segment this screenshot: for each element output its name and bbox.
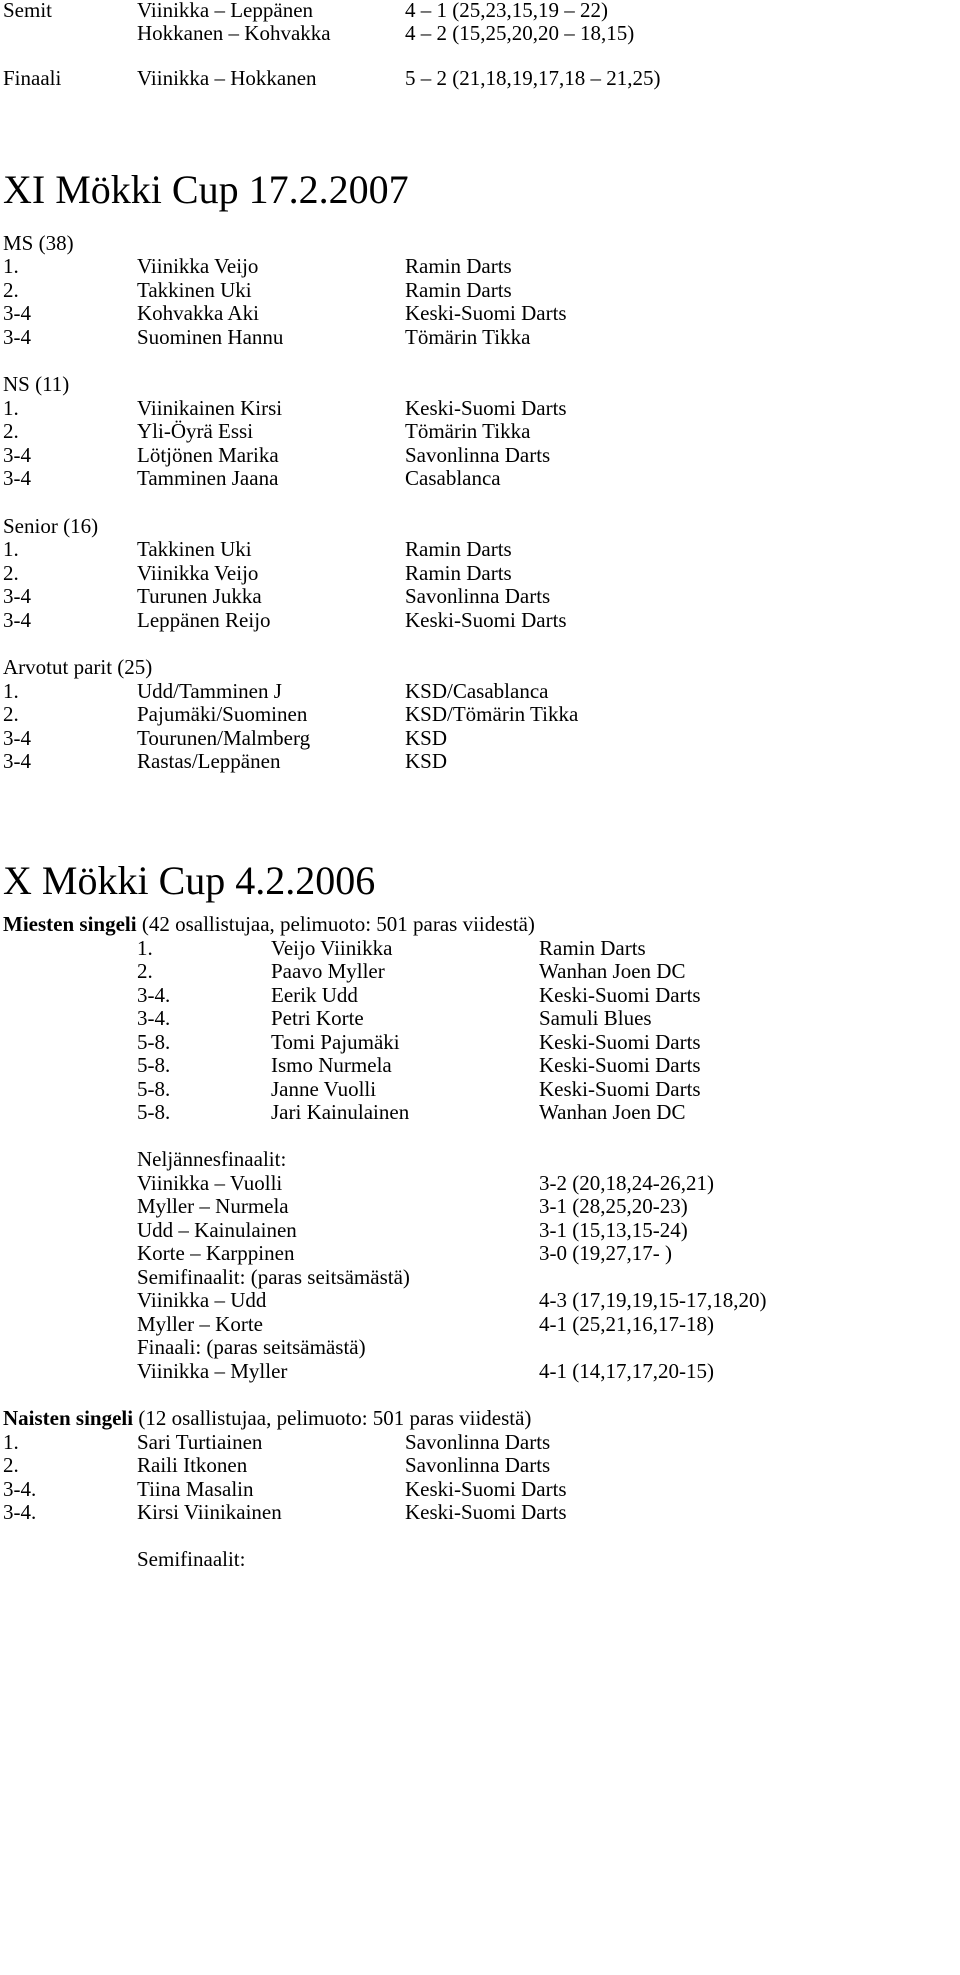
rank: 3-4 (3, 466, 31, 490)
rank: 3-4 (3, 584, 31, 608)
club-name: Wanhan Joen DC (539, 959, 686, 983)
rank: 3-4 (3, 443, 31, 467)
club-name: Samuli Blues (539, 1006, 652, 1030)
club-name: Casablanca (405, 466, 501, 490)
player-name: Paavo Myller (271, 959, 385, 983)
player-name: Turunen Jukka (137, 584, 262, 608)
stage-label: Semit (3, 0, 53, 22)
match-score: 3-0 (19,27,17- ) (539, 1241, 672, 1265)
player-name: Kohvakka Aki (137, 301, 259, 325)
match-score: 4-3 (17,19,19,15-17,18,20) (539, 1288, 767, 1312)
stage-label: Finaali (3, 66, 62, 90)
club-name: Wanhan Joen DC (539, 1100, 686, 1124)
player-name: Suominen Hannu (137, 325, 284, 349)
club-name: KSD (405, 726, 448, 750)
cup-title: X Mökki Cup 4.2.2006 (3, 858, 376, 903)
rank: 5-8. (137, 1100, 171, 1124)
player-name: Viinikka Veijo (137, 254, 259, 278)
player-name: Janne Vuolli (271, 1077, 377, 1101)
rank: 3-4 (3, 608, 31, 632)
rank: 2. (3, 419, 19, 443)
rank: 2. (3, 278, 19, 302)
match-score: 3-1 (15,13,15-24) (539, 1218, 688, 1242)
player-name: Viinikka Veijo (137, 561, 259, 585)
player-name: Takkinen Uki (137, 278, 252, 302)
club-name: Savonlinna Darts (405, 1430, 551, 1454)
club-name: Savonlinna Darts (405, 443, 551, 467)
club-name: Tömärin Tikka (405, 419, 531, 443)
match-score: 3-1 (28,25,20-23) (539, 1194, 688, 1218)
match-score: 4-1 (14,17,17,20-15) (539, 1359, 714, 1383)
match-pair: Myller – Nurmela (137, 1194, 289, 1218)
rank: 2. (137, 959, 153, 983)
club-name: Keski-Suomi Darts (405, 1500, 567, 1524)
player-name: Ismo Nurmela (271, 1053, 392, 1077)
club-name: Keski-Suomi Darts (539, 1053, 701, 1077)
club-name: Keski-Suomi Darts (405, 396, 567, 420)
match-score: 4 – 2 (15,25,20,20 – 18,15) (405, 21, 635, 45)
rank: 3-4. (3, 1500, 37, 1524)
rank: 1. (3, 254, 19, 278)
match-pair: Viinikka – Udd (137, 1288, 267, 1312)
club-name: Keski-Suomi Darts (405, 301, 567, 325)
rank: 2. (3, 702, 19, 726)
match-score: 3-2 (20,18,24-26,21) (539, 1171, 714, 1195)
club-name: KSD/Casablanca (405, 679, 549, 703)
player-name: Udd/Tamminen J (137, 679, 282, 703)
player-name: Petri Korte (271, 1006, 364, 1030)
club-name: Savonlinna Darts (405, 584, 551, 608)
player-name: Tourunen/Malmberg (137, 726, 311, 750)
club-name: Savonlinna Darts (405, 1453, 551, 1477)
player-name: Raili Itkonen (137, 1453, 248, 1477)
player-name: Takkinen Uki (137, 537, 252, 561)
match-pair: Viinikka – Myller (137, 1359, 288, 1383)
match-pair: Hokkanen – Kohvakka (137, 21, 331, 45)
player-name: Pajumäki/Suominen (137, 702, 308, 726)
match-pair: Myller – Korte (137, 1312, 263, 1336)
club-name: Keski-Suomi Darts (405, 1477, 567, 1501)
player-name: Kirsi Viinikainen (137, 1500, 282, 1524)
match-score: 5 – 2 (21,18,19,17,18 – 21,25) (405, 66, 661, 90)
match-score: 4-1 (25,21,16,17-18) (539, 1312, 714, 1336)
rank: 3-4 (3, 325, 31, 349)
rank: 1. (3, 537, 19, 561)
match-pair: Udd – Kainulainen (137, 1218, 297, 1242)
rank: 1. (3, 1430, 19, 1454)
rank: 3-4. (137, 983, 171, 1007)
club-name: Keski-Suomi Darts (539, 983, 701, 1007)
match-pair: Viinikka – Vuolli (137, 1171, 283, 1195)
club-name: Ramin Darts (405, 537, 512, 561)
rank: 3-4. (137, 1006, 171, 1030)
player-name: Jari Kainulainen (271, 1100, 410, 1124)
match-pair: Korte – Karppinen (137, 1241, 295, 1265)
club-name: Ramin Darts (405, 254, 512, 278)
player-name: Lötjönen Marika (137, 443, 279, 467)
club-name: Keski-Suomi Darts (539, 1030, 701, 1054)
cup-title: XI Mökki Cup 17.2.2007 (3, 167, 409, 212)
rank: 1. (3, 679, 19, 703)
club-name: Keski-Suomi Darts (539, 1077, 701, 1101)
rank: 5-8. (137, 1053, 171, 1077)
match-pair: Viinikka – Hokkanen (137, 66, 317, 90)
rank: 1. (137, 936, 153, 960)
match-score: 4 – 1 (25,23,15,19 – 22) (405, 0, 608, 22)
rank: 1. (3, 396, 19, 420)
club-name: Ramin Darts (405, 561, 512, 585)
match-pair: Viinikka – Leppänen (137, 0, 314, 22)
rank: 2. (3, 1453, 19, 1477)
player-name: Yli-Öyrä Essi (137, 419, 254, 443)
rank: 3-4. (3, 1477, 37, 1501)
club-name: Tömärin Tikka (405, 325, 531, 349)
club-name: Ramin Darts (405, 278, 512, 302)
results-document: Semit Viinikka – Leppänen 4 – 1 (25,23,15,19 – 22) Hokkanen – Kohvakka 4 – 2 (15,25,20,20 – 18,15) Finaali Viinikka – Hokkanen 5 – 2 (21,18,19,17,18 – 21,25) XI Mökki Cup 17.2.2007 MS (38) 1. Viinikka Veijo Ramin Darts 2. Takkinen Uki Ramin Darts 3-4 Kohvakka Aki Keski-Suomi Darts 3-4 Suominen Hannu Tömärin Tikka NS (11) 1. Viinikainen Kirsi Keski-Suomi Darts 2. Yli-Öyrä Essi Tömärin Tikka 3-4 Lötjönen Marika Savonlinna Darts 3-4 Tamminen Jaana Casablanca Senior (16) 1. Takkinen Uki Ramin Darts 2. Viinikka Veijo Ramin Darts 3-4 Turunen Jukka Savonlinna Darts 3-4 Leppänen Reijo Keski-Suomi Darts Arvotut parit (25) 1. Udd/Tamminen J KSD/Casablanca 2. Pajumäki/Suominen KSD/Tömärin Tikka 3-4 Tourunen/Malmberg KSD 3-4 Rastas/Leppänen KSD X Mökki Cup 4.2.2006 Miesten singeli (42 osallistujaa, pelimuoto: 501 paras viidestä) 1. Veijo Viinikka Ramin Darts 2. Paavo Myller Wanhan Joen DC 3-4. Eerik Udd Keski-Suomi Darts 3-4. Petri Korte Samuli Blues 5-8. Tomi Pajumäki Keski-Suomi Darts 5-8. Ismo Nurmela Keski-Suomi Darts 5-8. Janne Vuolli Keski-Suomi Darts 5-8. Jari Kainulainen Wanhan Joen DC Neljännesfinaalit: Viinikka – Vuolli 3-2 (20,18,24-26,21) Myller – Nurmela 3-1 (28,25,20-23) Udd – Kainulainen 3-1 (15,13,15-24) Korte – Karppinen 3-0 (19,27,17- ) Semifinaalit: (paras seitsämästä) Viinikka – Udd 4-3 (17,19,19,15-17,18,20) Myller – Korte 4-1 (25,21,16,17-18) Finaali: (paras seitsämästä) Viinikka – Myller 4-1 (14,17,17,20-15) Naisten singeli (12 osallistujaa, pelimuoto: 501 paras viidestä) 1. Sari Turtiainen Savonlinna Darts 2. Raili Itkonen Savonlinna Darts 3-4. Tiina Masalin Keski-Suomi Darts 3-4. Kirsi Viinikainen Keski-Suomi Darts Semifinaalit: (0, 0, 960, 1975)
rank: 3-4 (3, 749, 31, 773)
player-name: Sari Turtiainen (137, 1430, 263, 1454)
rank: 3-4 (3, 726, 31, 750)
rank: 5-8. (137, 1030, 171, 1054)
rank: 5-8. (137, 1077, 171, 1101)
player-name: Leppänen Reijo (137, 608, 271, 632)
player-name: Tiina Masalin (137, 1477, 254, 1501)
club-name: KSD/Tömärin Tikka (405, 702, 579, 726)
player-name: Tomi Pajumäki (271, 1030, 400, 1054)
player-name: Veijo Viinikka (271, 936, 393, 960)
club-name: KSD (405, 749, 448, 773)
player-name: Viinikainen Kirsi (137, 396, 283, 420)
rank: 2. (3, 561, 19, 585)
club-name: Ramin Darts (539, 936, 646, 960)
player-name: Rastas/Leppänen (137, 749, 281, 773)
rank: 3-4 (3, 301, 31, 325)
club-name: Keski-Suomi Darts (405, 608, 567, 632)
player-name: Eerik Udd (271, 983, 358, 1007)
player-name: Tamminen Jaana (137, 466, 279, 490)
